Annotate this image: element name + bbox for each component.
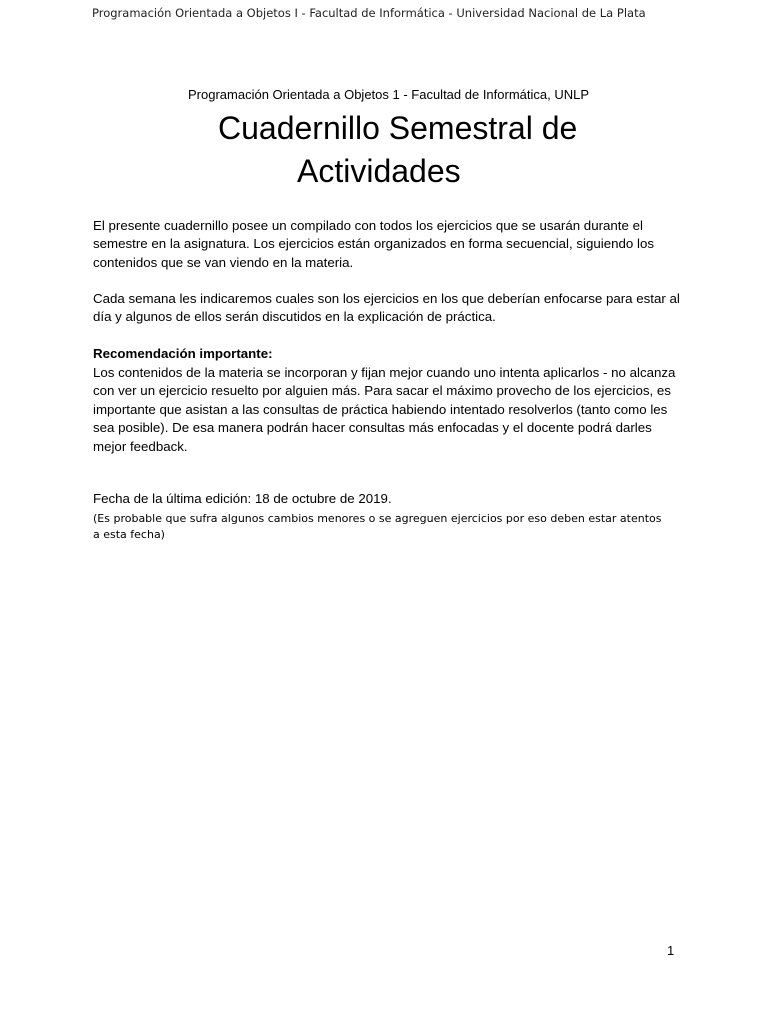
document-header: Programación Orientada a Objetos 1 - Facultad de Informática, UNLP [188,87,590,102]
running-header: Programación Orientada a Objetos I - Facultad de Informática - Universidad Nacional de La Plata [92,6,646,20]
edition-note: (Es probable que sufra algunos cambios menores o se agreguen ejercicios por eso deben estar atentos a esta fecha) [93,512,662,541]
intro-paragraph: El presente cuadernillo posee un compilado con todos los ejercicios que se usarán durante el semestre en la asignatura. Los ejercicios están organizados en forma secuencial, siguiendo los contenidos que se van viendo en la materia. [93,218,655,270]
weekly-paragraph: Cada semana les indicaremos cuales son los ejercicios en los que deberían enfocarse para estar al día y algunos de ellos serán discutidos en la explicación de práctica. [93,291,680,325]
recommendation-paragraph: Los contenidos de la materia se incorporan y fijan mejor cuando uno intenta aplicarlos - no alcanza con ver un ejercicio resuelto por alguien más. Para sacar el máximo provecho de los ejercicios, es importante que asistan a las consultas de práctica habiendo intentado resolverlos (tanto como les sea posible). De esa manera podrán hacer consultas más enfocadas y el docente podrá darles mejor feedback. [93,365,676,454]
page-number: 1 [667,943,675,958]
document-title-line-2: Actividades [297,153,461,189]
document-title-line-1: Cuadernillo Semestral de [218,110,578,146]
recommendation-heading: Recomendación importante: [93,346,273,361]
edition-date: Fecha de la última edición: 18 de octubre de 2019. [93,491,392,506]
